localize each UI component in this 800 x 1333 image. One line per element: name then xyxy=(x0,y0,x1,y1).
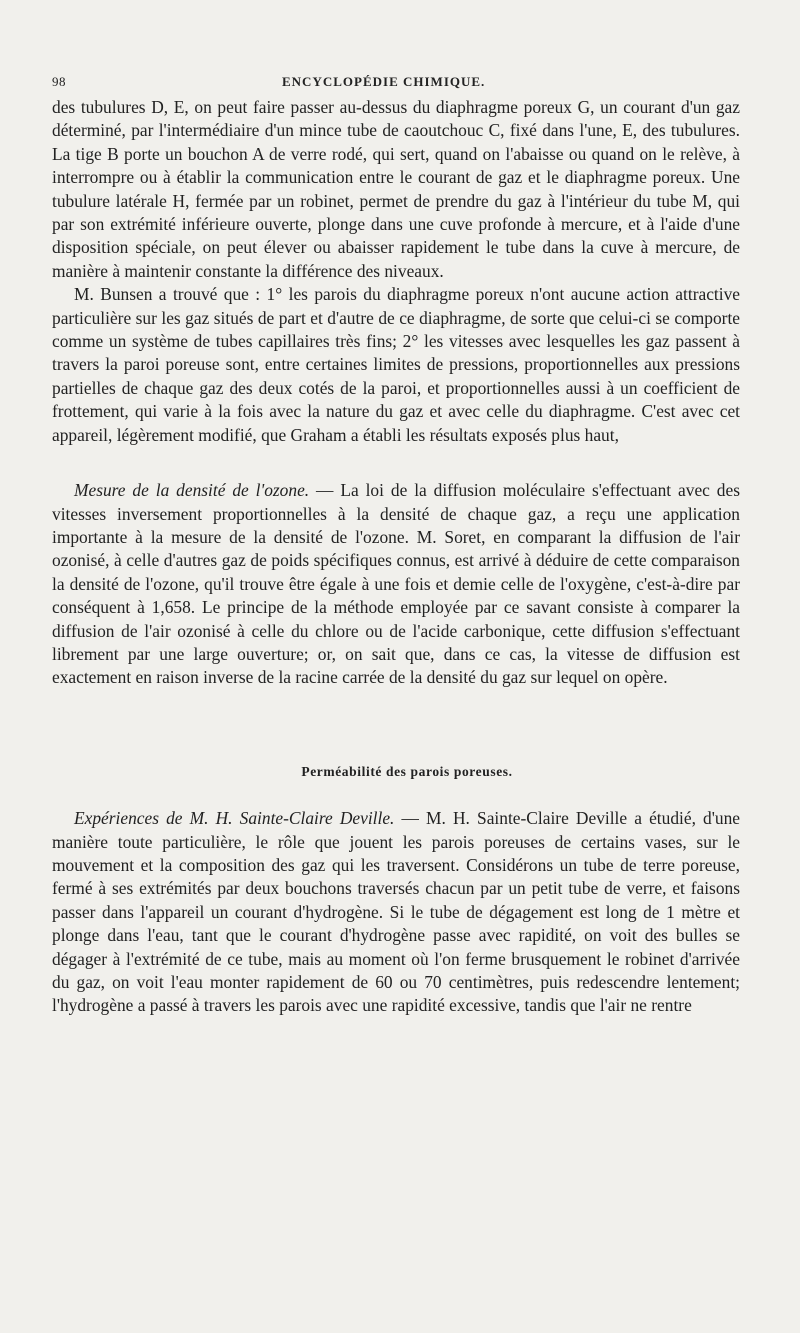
deville-run-in-title: Expériences de M. H. Sainte-Claire Deville. xyxy=(74,808,395,829)
running-title: ENCYCLOPÉDIE CHIMIQUE. xyxy=(282,74,486,89)
page-header xyxy=(52,74,742,94)
paragraph-ozone-density xyxy=(52,479,740,690)
page-body xyxy=(52,96,740,1018)
ozone-run-in-title: Mesure de la densité de l'ozone. xyxy=(74,480,310,501)
paragraph-deville xyxy=(52,807,740,1018)
section-heading: Perméabilité des parois poreuses. xyxy=(301,763,513,779)
deville-text: — M. H. Sainte-Claire Deville a étudié, d'une manière toute particulière, le rôle que jouent les parois poreuses de certains vases, sur le mouvement et la composition des gaz qui les traversent. Considérons un tube de terre poreuse, fermé à ses extrémités par deux bouchons traversés chacun par un petit tube de verre, et faisons passer dans l'appareil un courant d'hydrogène. Si le tube de dégagement est long de 1 mètre et plonge dans l'eau, tant que le courant d'hydrogène passe avec rapidité, on voit des bulles se dégager à l'extrémité de ce tube, mais au moment où l'on ferme brusquement le robinet d'arrivée du gaz, on voit l'eau monter rapidement de 60 ou 70 centimètres, puis redescendre lentement; l'hydrogène a passé à travers les parois avec une rapidité excessive, tandis que l'air ne rentre xyxy=(52,808,740,1016)
paragraph-apparatus: des tubulures D, E, on peut faire passer au-dessus du diaphragme poreux G, un courant d'un gaz déterminé, par l'intermédiaire d'un mince tube de caoutchouc C, fixé dans l'une, E, des tubulures. La tige B porte un bouchon A de verre rodé, qui sert, quand on l'abaisse ou quand on le relève, à interrompre ou à établir la communication entre le courant de gaz et le diaphragme poreux. Une tubulure latérale H, fermée par un robinet, permet de prendre du gaz à l'intérieur du tube M, qui par son extrémité inférieure ouverte, plonge dans une cuve profonde à mercure, et à l'aide d'une disposition spéciale, on peut élever ou abaisser rapidement le tube dans la cuve à mercure, de manière à maintenir constante la différence des niveaux. xyxy=(52,97,740,281)
page-number: 98 xyxy=(52,74,66,89)
paragraph-bunsen: M. Bunsen a trouvé que : 1° les parois du diaphragme poreux n'ont aucune action attractive particulière sur les gaz situés de part et d'autre de ce diaphragme, de sorte que celui-ci se comporte comme un système de tubes capillaires très fins; 2° les vitesses avec lesquelles les gaz passent à travers la paroi poreuse sont, entre certaines limites de pressions, proportionnelles aux pressions partielles de chaque gaz des deux cotés de la paroi, et proportionnelles aussi à un coefficient de frottement, qui varie à la fois avec la nature du gaz et avec celle du diaphragme. C'est avec cet appareil, légèrement modifié, que Graham a établi les résultats exposés plus haut, xyxy=(52,284,740,445)
ozone-text: — La loi de la diffusion moléculaire s'effectuant avec des vitesses inversement proportionnelles à la densité de chaque gaz, a reçu une application importante à la mesure de la densité de l'ozone. M. Soret, en comparant la diffusion de l'air ozonisé, à celle d'autres gaz de poids spécifiques connus, est arrivé à déduire de cette comparaison la densité de l'ozone, qu'il trouve être égale à une fois et demie celle de l'oxygène, c'est-à-dire par conséquent à 1,658. Le principe de la méthode employée par ce savant consiste à comparer la diffusion de l'air ozonisé à celle du chlore ou de l'acide carbonique, cette diffusion s'effectuant librement par une large ouverture; or, on sait que, dans ce cas, la vitesse de diffusion est exactement en raison inverse de la racine carrée de la densité du gaz sur lequel on opère. xyxy=(52,480,740,688)
